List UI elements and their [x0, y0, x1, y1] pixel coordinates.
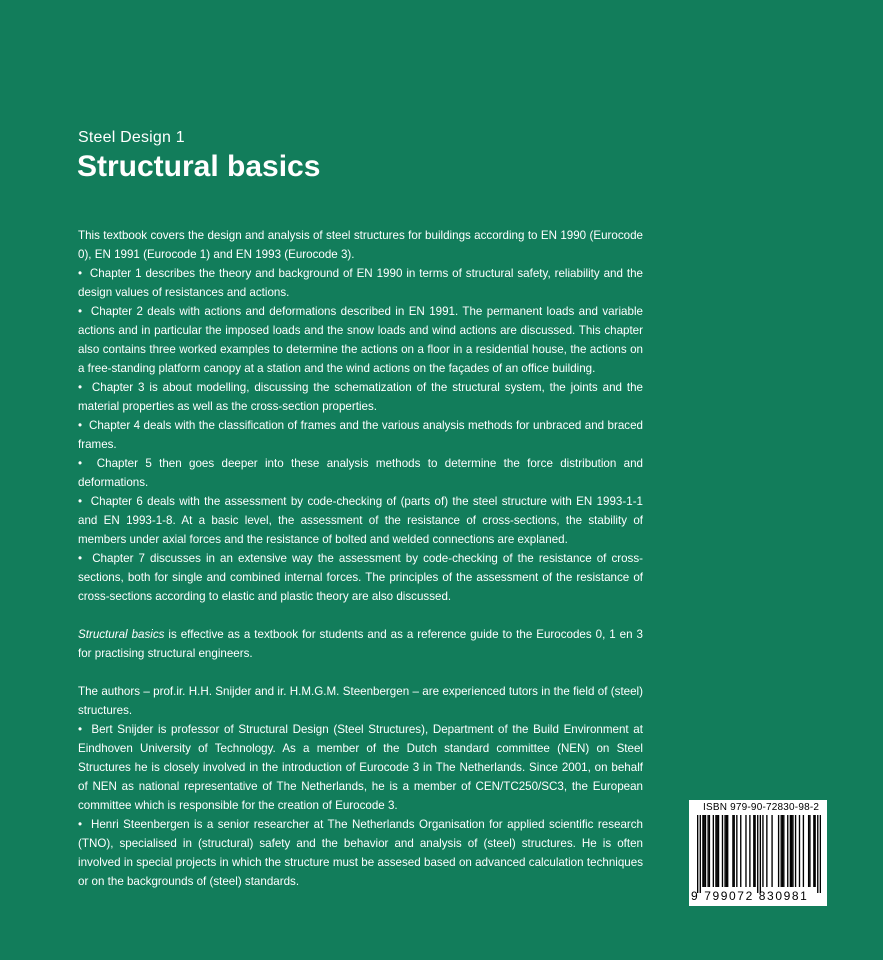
barcode-bar: [792, 815, 793, 887]
barcode-bar: [783, 815, 784, 887]
barcode-bar: [791, 815, 792, 887]
series-title: Steel Design 1: [78, 129, 185, 146]
chapter-bullet: • Chapter 1 describes the theory and background of EN 1990 in terms of structural safety, reliability and the design values of resistances and actions.: [78, 264, 643, 302]
barcode-bar: [771, 815, 772, 887]
barcode-bar: [799, 815, 800, 887]
barcode-bar: [762, 815, 763, 887]
barcode-bar: [727, 815, 728, 887]
barcode-bar: [715, 815, 716, 887]
barcode-bar: [732, 815, 733, 887]
barcode-bar: [726, 815, 727, 887]
barcode-bar: [753, 815, 754, 887]
summary-text: is effective as a textbook for students and as a reference guide to the Eurocodes 0, 1 en 3 for practising structural engineers.: [78, 628, 643, 660]
barcode-bar: [782, 815, 783, 887]
chapter-bullet: • Chapter 7 discusses in an extensive way the assessment by code-checking of the resistance of cross-sections, both for single and combined internal forces. The principles of the assessment of the resistance of cross-sections according to elastic and plastic theory are also discussed.: [78, 549, 643, 606]
intro-paragraph: This textbook covers the design and analysis of steel structures for buildings according to EN 1990 (Eurocode 0), EN 1991 (Eurocode 1) and EN 1993 (Eurocode 3).: [78, 229, 643, 261]
barcode-bar: [734, 815, 735, 887]
barcode-bar: [817, 815, 818, 893]
back-cover-text: [78, 226, 643, 891]
barcode-bar: [766, 815, 767, 887]
barcode-bar: [814, 815, 815, 887]
barcode-bar: [702, 815, 703, 887]
chapter-bullet: • Chapter 2 deals with actions and deformations described in EN 1991. The permanent loads and variable actions and in particular the imposed loads and the snow loads and wind actions are discussed. This chapter also contains three worked examples to determine the actions on a floor in a residential house, the actions on a free-standing platform canopy at a station and the wind actions on the façades of an office building.: [78, 302, 643, 378]
barcode-bar: [717, 815, 718, 887]
barcode-bar: [820, 815, 821, 893]
chapter-bullet: • Chapter 4 deals with the classification of frames and the various analysis methods for unbraced and braced frames.: [78, 416, 643, 454]
barcode-bar: [724, 815, 725, 887]
summary-paragraph: [78, 625, 643, 663]
barcode-bar: [754, 815, 755, 887]
barcode-bar: [808, 815, 809, 887]
barcode-bar: [722, 815, 723, 887]
barcode-bar: [760, 815, 761, 893]
book-title: Structural basics: [77, 150, 321, 183]
author-bullet: • Henri Steenbergen is a senior researcher at The Netherlands Organisation for applied scientific research (TNO), specialised in (structural) safety and the behavior and analysis of (steel) structures. He is often involved in special projects in which the structure must be assesed based on advanced calculation techniques or on the backgrounds of (steel) standards.: [78, 815, 643, 891]
summary-italic-title: Structural basics: [78, 628, 165, 641]
barcode-bar: [697, 815, 698, 893]
barcode-bar: [740, 815, 741, 887]
isbn-label: ISBN 979-90-72830-98-2: [703, 802, 820, 813]
barcode-bar: [790, 815, 791, 887]
barcode-bar: [745, 815, 746, 887]
barcode-bar: [787, 815, 788, 887]
barcode-bar: [736, 815, 737, 887]
barcode-bar: [718, 815, 719, 887]
author-bullet: • Bert Snijder is professor of Structural Design (Steel Structures), Department of the Build Environment at Eindhoven University of Technology. As a member of the Dutch standard committee (NEN) on Steel Structures he is closely involved in the introduction of Eurocode 3 in The Netherlands. Since 2001, on behalf of NEN as national representative of The Netherlands, he is a member of CEN/TC250/SC3, the European committee which is responsible for the creation of Eurocode 3.: [78, 720, 643, 815]
barcode-bar: [704, 815, 705, 887]
barcode-bar: [713, 815, 714, 887]
isbn-barcode: [689, 800, 827, 906]
barcode-digits: 9 799072 830981: [691, 889, 809, 903]
barcode-bar: [757, 815, 758, 893]
barcode-bar: [778, 815, 779, 887]
barcode-bar: [803, 815, 804, 887]
chapter-bullet: • Chapter 5 then goes deeper into these analysis methods to determine the force distribution and deformations.: [78, 454, 643, 492]
barcode-bar: [795, 815, 796, 887]
barcode-bar: [781, 815, 782, 887]
barcode-bar: [749, 815, 750, 887]
barcode-bar: [809, 815, 810, 887]
barcode-bar: [705, 815, 706, 887]
barcode-bar: [813, 815, 814, 887]
barcode-bar: [700, 815, 701, 893]
authors-intro: The authors – prof.ir. H.H. Snijder and ir. H.M.G.M. Steenbergen – are experienced tutors in the field of (steel) structures.: [78, 685, 643, 717]
chapter-bullet: • Chapter 6 deals with the assessment by code-checking of (parts of) the steel structure with EN 1993-1-1 and EN 1993-1-8. At a basic level, the assessment of the resistance of cross-sections, the stability of members under axial forces and the resistance of bolted and welded connections are explaned.: [78, 492, 643, 549]
barcode-bar: [707, 815, 708, 887]
chapter-bullet: • Chapter 3 is about modelling, discussing the schematization of the structural system, the joints and the material properties as well as the cross-section properties.: [78, 378, 643, 416]
barcode-bar: [709, 815, 710, 887]
barcode-bars: [697, 815, 821, 893]
